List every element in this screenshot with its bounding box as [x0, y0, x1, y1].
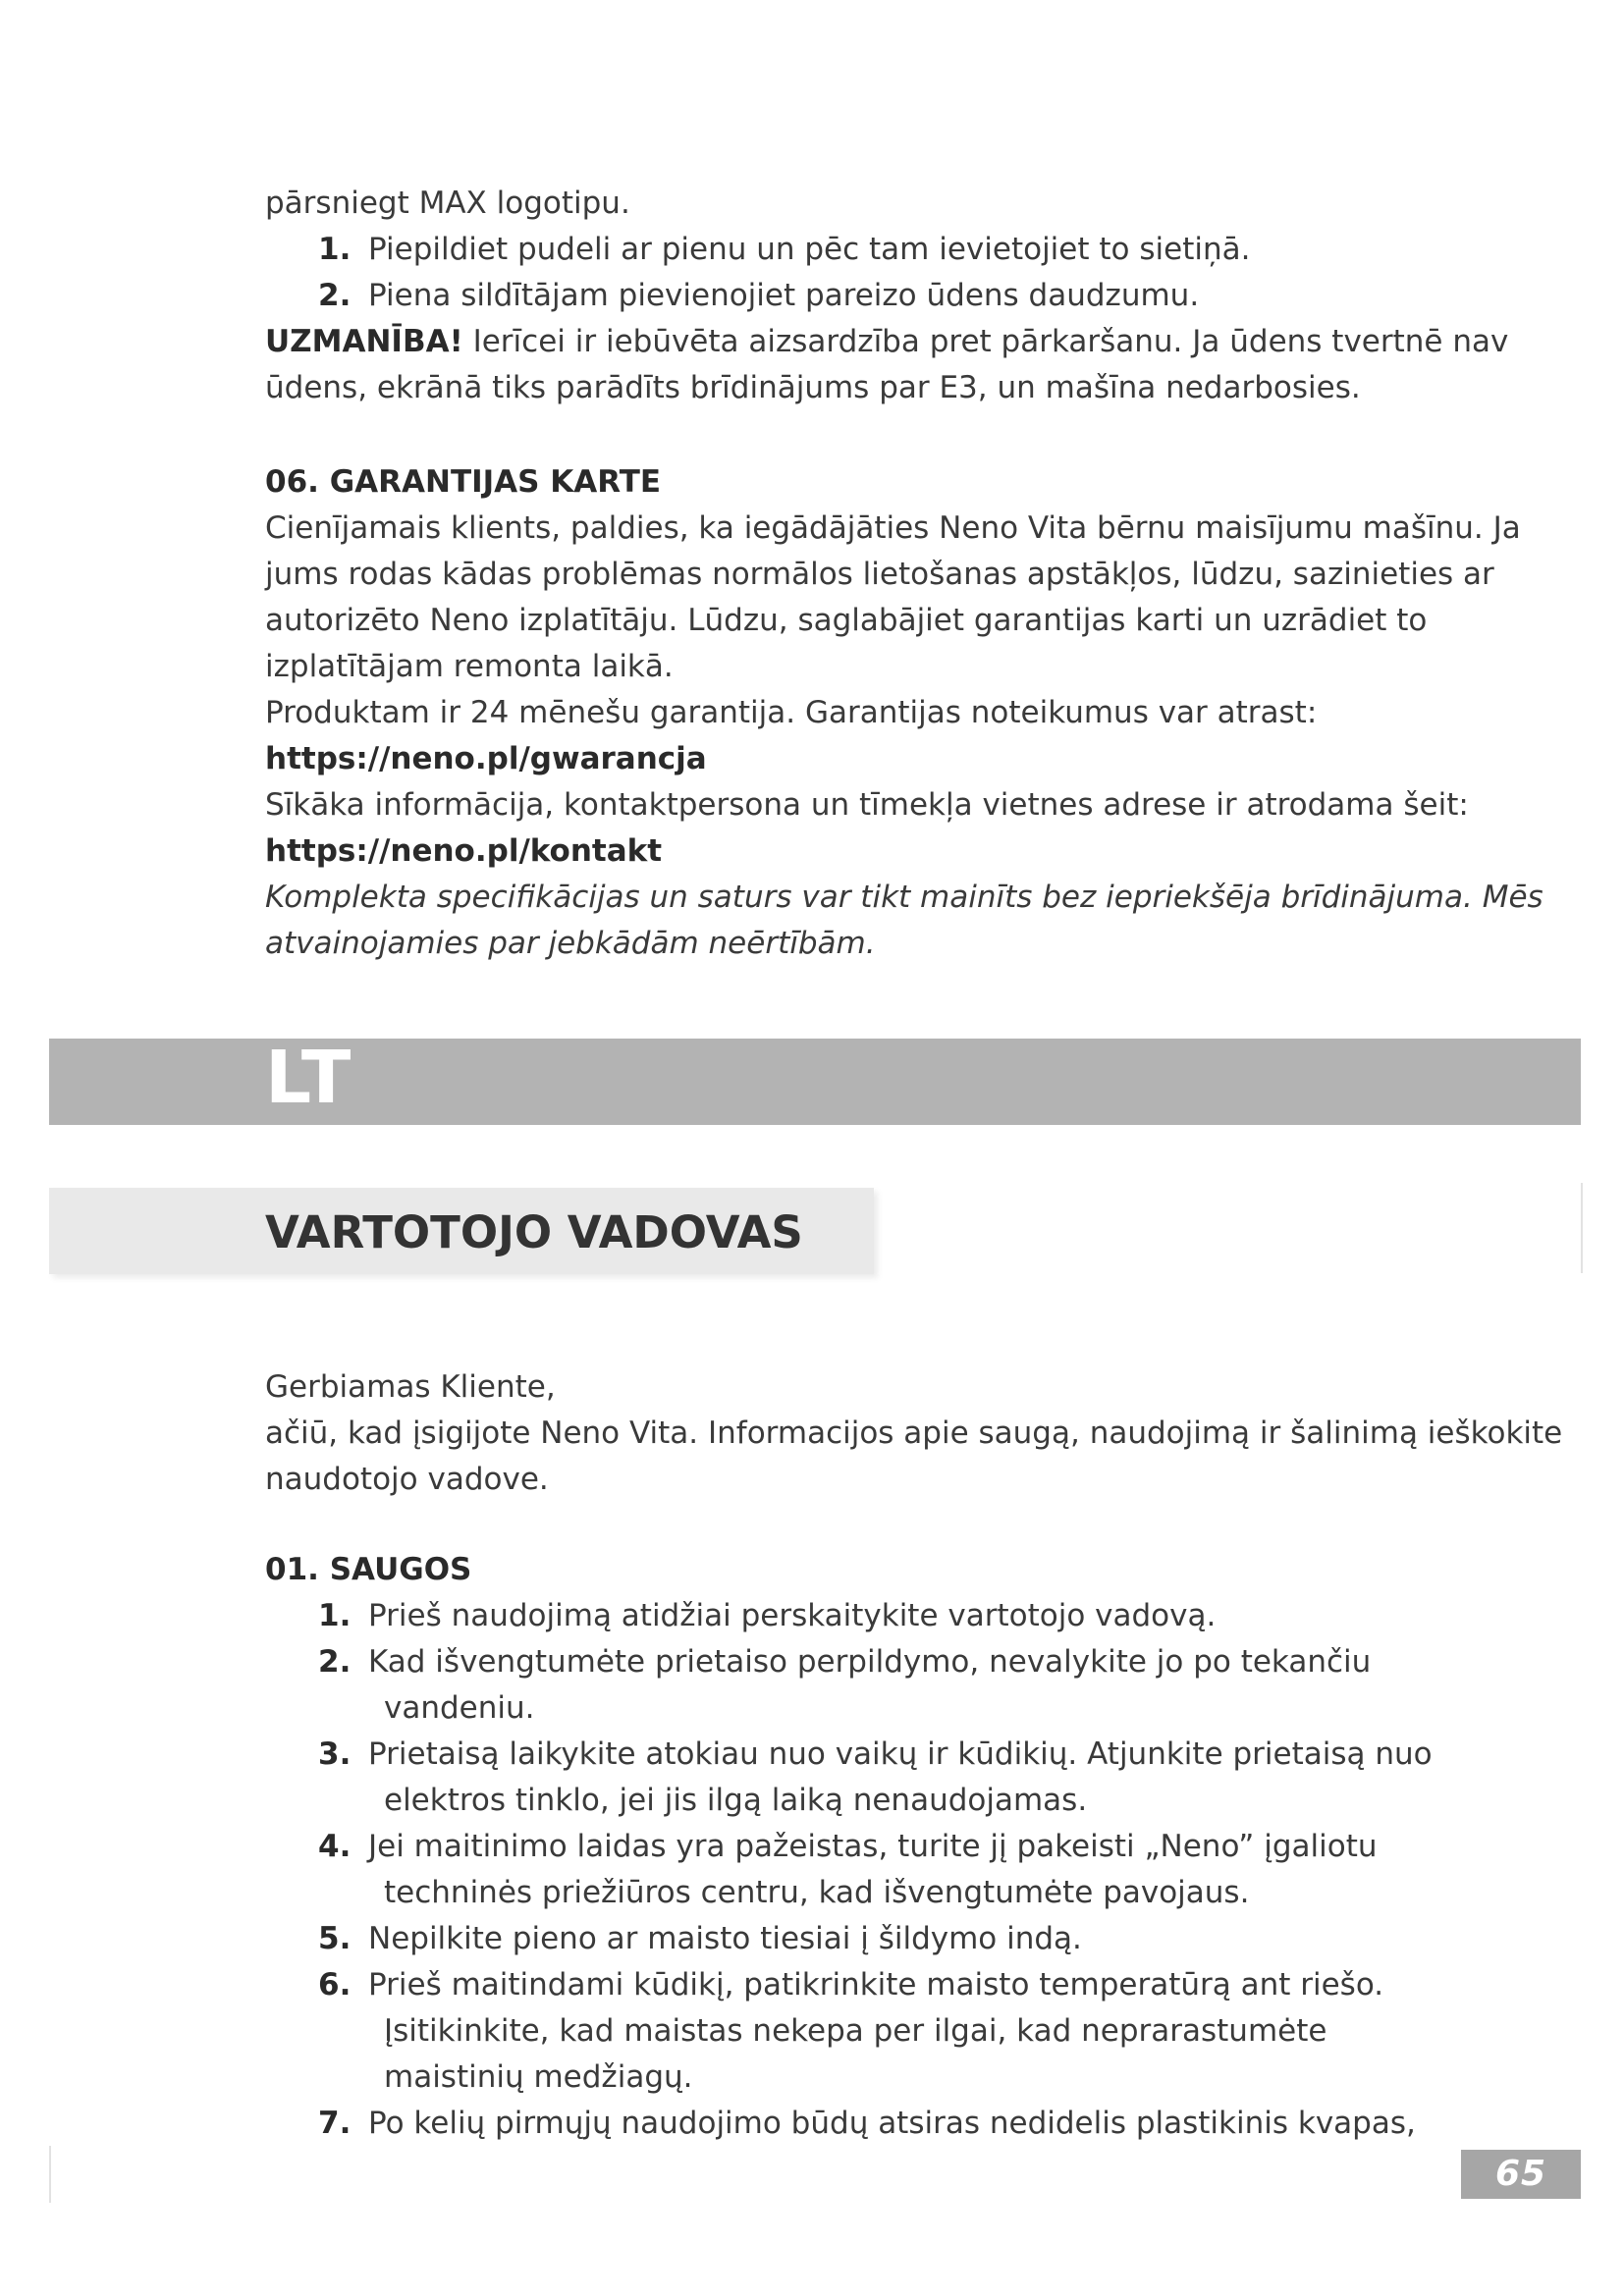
warranty-period-paragraph	[265, 690, 1571, 782]
item-text-continued: Įsitikinkite, kad maistas nekepa per ilgai, kad neprarastumėte maistinių medžiagų.	[384, 2013, 1327, 2095]
intro-paragraph: ačiū, kad įsigijote Neno Vita. Informacijos apie saugą, naudojimą ir šalinimą ieškokite naudotojo vadove.	[265, 1415, 1563, 1497]
divider	[1581, 1183, 1583, 1273]
item-text: Nepilkite pieno ar maisto tiesiai į šildymo indą.	[368, 1921, 1082, 1956]
safety-list	[265, 1593, 1571, 2147]
step-text: Piena sildītājam pievienojiet pareizo ūdens daudzumu.	[368, 278, 1200, 313]
lt-safety-section	[265, 1547, 1571, 2147]
step-number: 2.	[318, 278, 352, 313]
item-text: Prieš naudojimą atidžiai perskaitykite vartotojo vadovą.	[368, 1598, 1217, 1633]
item-text-continued: vandeniu.	[384, 1690, 535, 1726]
intro-line: pārsniegt MAX logotipu.	[265, 186, 630, 221]
lv-steps-list	[265, 227, 1571, 319]
item-number: 5.	[318, 1921, 352, 1956]
list-item	[265, 1916, 1571, 1962]
lv-continuation	[265, 181, 1571, 411]
page-title: VARTOTOJO VADOVAS	[265, 1206, 803, 1258]
disclaimer: Komplekta specifikācijas un saturs var tikt mainīts bez iepriekšēja brīdinājuma. Mēs atvainojamies par jebkādām neērtībām.	[265, 880, 1543, 961]
warranty-text: Produktam ir 24 mēnešu garantija. Garantijas noteikumus var atrast:	[265, 695, 1318, 730]
item-text: Prietaisą laikykite atokiau nuo vaikų ir kūdikių. Atjunkite prietaisą nuo	[368, 1736, 1433, 1772]
list-item	[265, 1639, 1571, 1732]
item-number: 6.	[318, 1967, 352, 2002]
item-number: 3.	[318, 1736, 352, 1772]
contact-link[interactable]: https://neno.pl/kontakt	[265, 833, 663, 869]
item-number: 7.	[318, 2106, 352, 2141]
section-heading: 06. GARANTIJAS KARTE	[265, 464, 662, 500]
item-number: 4.	[318, 1829, 352, 1864]
warranty-link[interactable]: https://neno.pl/gwarancja	[265, 741, 707, 776]
section-heading: 01. SAUGOS	[265, 1552, 472, 1587]
warranty-paragraph: Cienījamais klients, paldies, ka iegādājāties Neno Vita bērnu maisījumu mašīnu. Ja jums rodas kādas problēmas normālos lietošanas apstākļos, lūdzu, sazinieties ar autorizēto Neno izplatītāju. Lūdzu, saglabājiet garantijas karti un uzrādiet to izplatītājam remonta laikā.	[265, 510, 1521, 684]
item-number: 1.	[318, 1598, 352, 1633]
list-item	[265, 1824, 1571, 1916]
lt-intro	[265, 1364, 1571, 1503]
divider	[49, 2146, 51, 2203]
warning-paragraph	[265, 319, 1571, 411]
warning-text: Ierīcei ir iebūvēta aizsardzība pret pārkaršanu. Ja ūdens tvertnē nav ūdens, ekrānā tiks parādīts brīdinājums par E3, un mašīna nedarbosies.	[265, 324, 1509, 405]
list-item	[265, 227, 1571, 273]
item-text-continued: techninės priežiūros centru, kad išvengtumėte pavojaus.	[384, 1875, 1250, 1910]
item-text: Po kelių pirmųjų naudojimo būdų atsiras nedidelis plastikinis kvapas,	[368, 2106, 1416, 2141]
contact-text: Sīkāka informācija, kontaktpersona un tīmekļa vietnes adrese ir atrodama šeit:	[265, 787, 1469, 823]
greeting: Gerbiamas Kliente,	[265, 1369, 556, 1405]
item-text: Kad išvengtumėte prietaiso perpildymo, nevalykite jo po tekančiu	[368, 1644, 1372, 1680]
list-item	[265, 273, 1571, 319]
list-item	[265, 1732, 1571, 1824]
list-item	[265, 1593, 1571, 1639]
language-code: LT	[265, 1036, 353, 1120]
lv-warranty-section	[265, 459, 1571, 967]
item-text: Jei maitinimo laidas yra pažeistas, turite jį pakeisti „Neno” įgaliotu	[368, 1829, 1378, 1864]
page-number: 65	[1461, 2150, 1581, 2199]
step-number: 1.	[318, 232, 352, 267]
item-text-continued: elektros tinklo, jei jis ilgą laiką nenaudojamas.	[384, 1783, 1088, 1818]
list-item	[265, 1962, 1571, 2101]
item-number: 2.	[318, 1644, 352, 1680]
warning-label: UZMANĪBA!	[265, 324, 463, 359]
item-text: Prieš maitindami kūdikį, patikrinkite maisto temperatūrą ant riešo.	[368, 1967, 1384, 2002]
list-item	[265, 2101, 1571, 2147]
step-text: Piepildiet pudeli ar pienu un pēc tam ievietojiet to sietiņā.	[368, 232, 1251, 267]
